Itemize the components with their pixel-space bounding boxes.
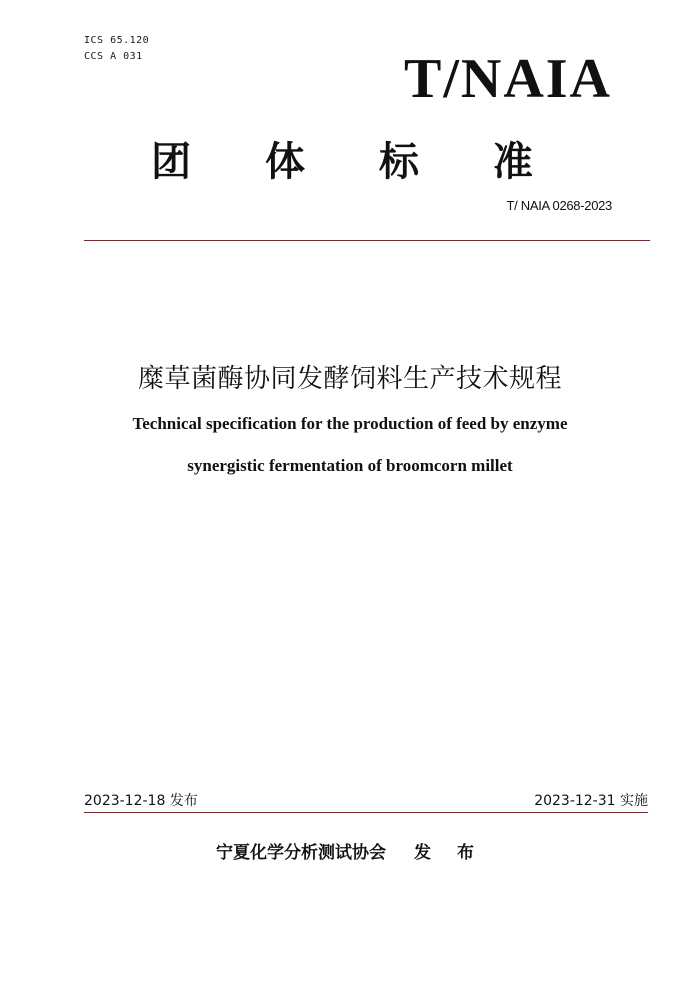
publisher-line [0, 842, 700, 864]
title-english-line-1: Technical specification for the production of feed by enzyme [132, 414, 568, 433]
publisher-org: 宁夏化学分析测试协会 [216, 843, 387, 863]
publisher-action: 发 布 [414, 843, 484, 863]
bottom-divider [84, 812, 648, 813]
title-english-line-2: synergistic fermentation of broomcorn millet [187, 456, 513, 475]
implement-date: 2023-12-31 实施 [534, 793, 648, 809]
standard-number: T/ NAIA 0268-2023 [506, 198, 612, 213]
top-divider [84, 240, 650, 241]
standard-logo: T/NAIA [403, 48, 612, 110]
ics-code: ICS 65.120 [84, 35, 150, 46]
publish-date: 2023-12-18 发布 [84, 793, 198, 809]
title-chinese: 糜草菌酶协同发酵饲料生产技术规程 [137, 364, 562, 394]
document-type: 团 体 标 准 [151, 139, 563, 185]
classification-codes [84, 33, 149, 65]
ccs-code: CCS A 031 [84, 51, 143, 62]
